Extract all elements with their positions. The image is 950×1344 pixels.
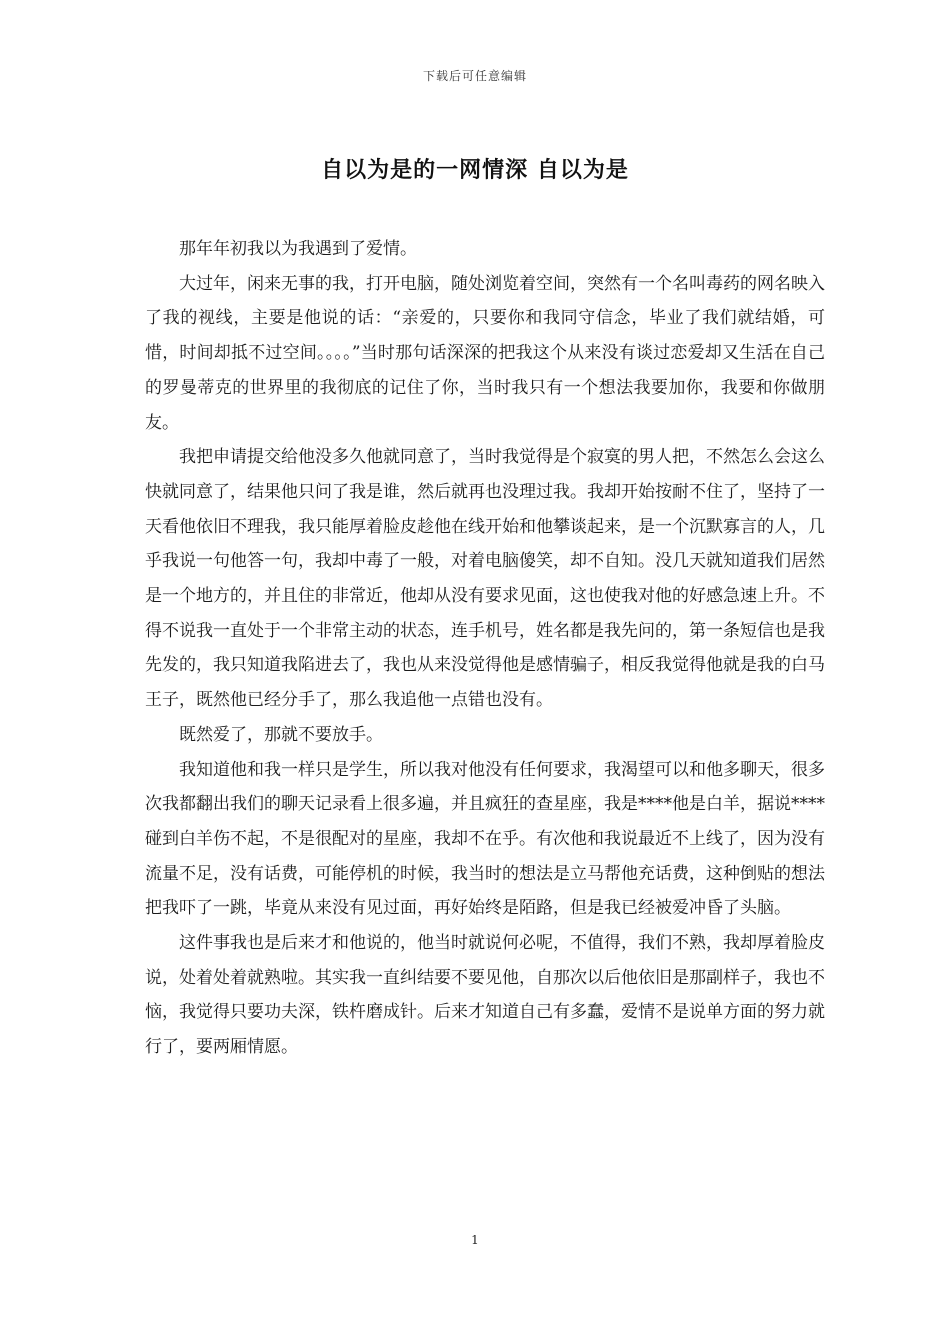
paragraph: 我知道他和我一样只是学生，所以我对他没有任何要求，我渴望可以和他多聊天，很多次我都翻出我们的聊天记录看上很多遍，并且疯狂的查星座，我是****他是白羊，据说****碰到白羊伤不起，不是很配对的星座，我却不在乎。有次他和我说最近不上线了，因为没有流量不足，没有话费，可能停机的时候，我当时的想法是立马帮他充话费，这种倒贴的想法把我吓了一跳，毕竟从来没有见过面，再好始终是陌路，但是我已经被爱冲昏了头脑。 bbox=[145, 759, 825, 919]
document-body bbox=[145, 232, 825, 1065]
paragraph: 这件事我也是后来才和他说的，他当时就说何必呢，不值得，我们不熟，我却厚着脸皮说，处着处着就熟啦。其实我一直纠结要不要见他，自那次以后他依旧是那副样子，我也不恼，我觉得只要功夫深，铁杵磨成针。后来才知道自己有多蠢，爱情不是说单方面的努力就行了，要两厢情愿。 bbox=[145, 933, 825, 1058]
paragraph: 我把申请提交给他没多久他就同意了，当时我觉得是个寂寞的男人把，不然怎么会这么快就同意了，结果他只问了我是谁，然后就再也没理过我。我却开始按耐不住了，坚持了一天看他依旧不理我，我只能厚着脸皮趁他在线开始和他攀谈起来，是一个沉默寡言的人，几乎我说一句他答一句，我却中毒了一般，对着电脑傻笑，却不自知。没几天就知道我们居然是一个地方的，并且住的非常近，他却从没有要求见面，这也使我对他的好感急速上升。不得不说我一直处于一个非常主动的状态，连手机号，姓名都是我先问的，第一条短信也是我先发的，我只知道我陷进去了，我也从来没觉得他是感情骗子，相反我觉得他就是我的白马王子，既然他已经分手了，那么我追他一点错也没有。 bbox=[145, 447, 825, 711]
header-note: 下载后可任意编辑 bbox=[422, 69, 527, 83]
paragraph: 大过年，闲来无事的我，打开电脑，随处浏览着空间，突然有一个名叫毒药的网名映入了我的视线，主要是他说的话：“亲爱的，只要你和我同守信念，毕业了我们就结婚，可惜，时间却抵不过空间。。。。”当时那句话深深的把我这个从来没有谈过恋爱却又生活在自己的罗曼蒂克的世界里的我彻底的记住了你，当时我只有一个想法我要加你，我要和你做朋友。 bbox=[145, 273, 825, 433]
paragraph: 那年年初我以为我遇到了爱情。 bbox=[179, 239, 417, 259]
page-number: 1 bbox=[471, 1233, 479, 1247]
document-title: 自以为是的一网情深 自以为是 bbox=[321, 157, 629, 183]
paragraph: 既然爱了，那就不要放手。 bbox=[179, 724, 383, 745]
